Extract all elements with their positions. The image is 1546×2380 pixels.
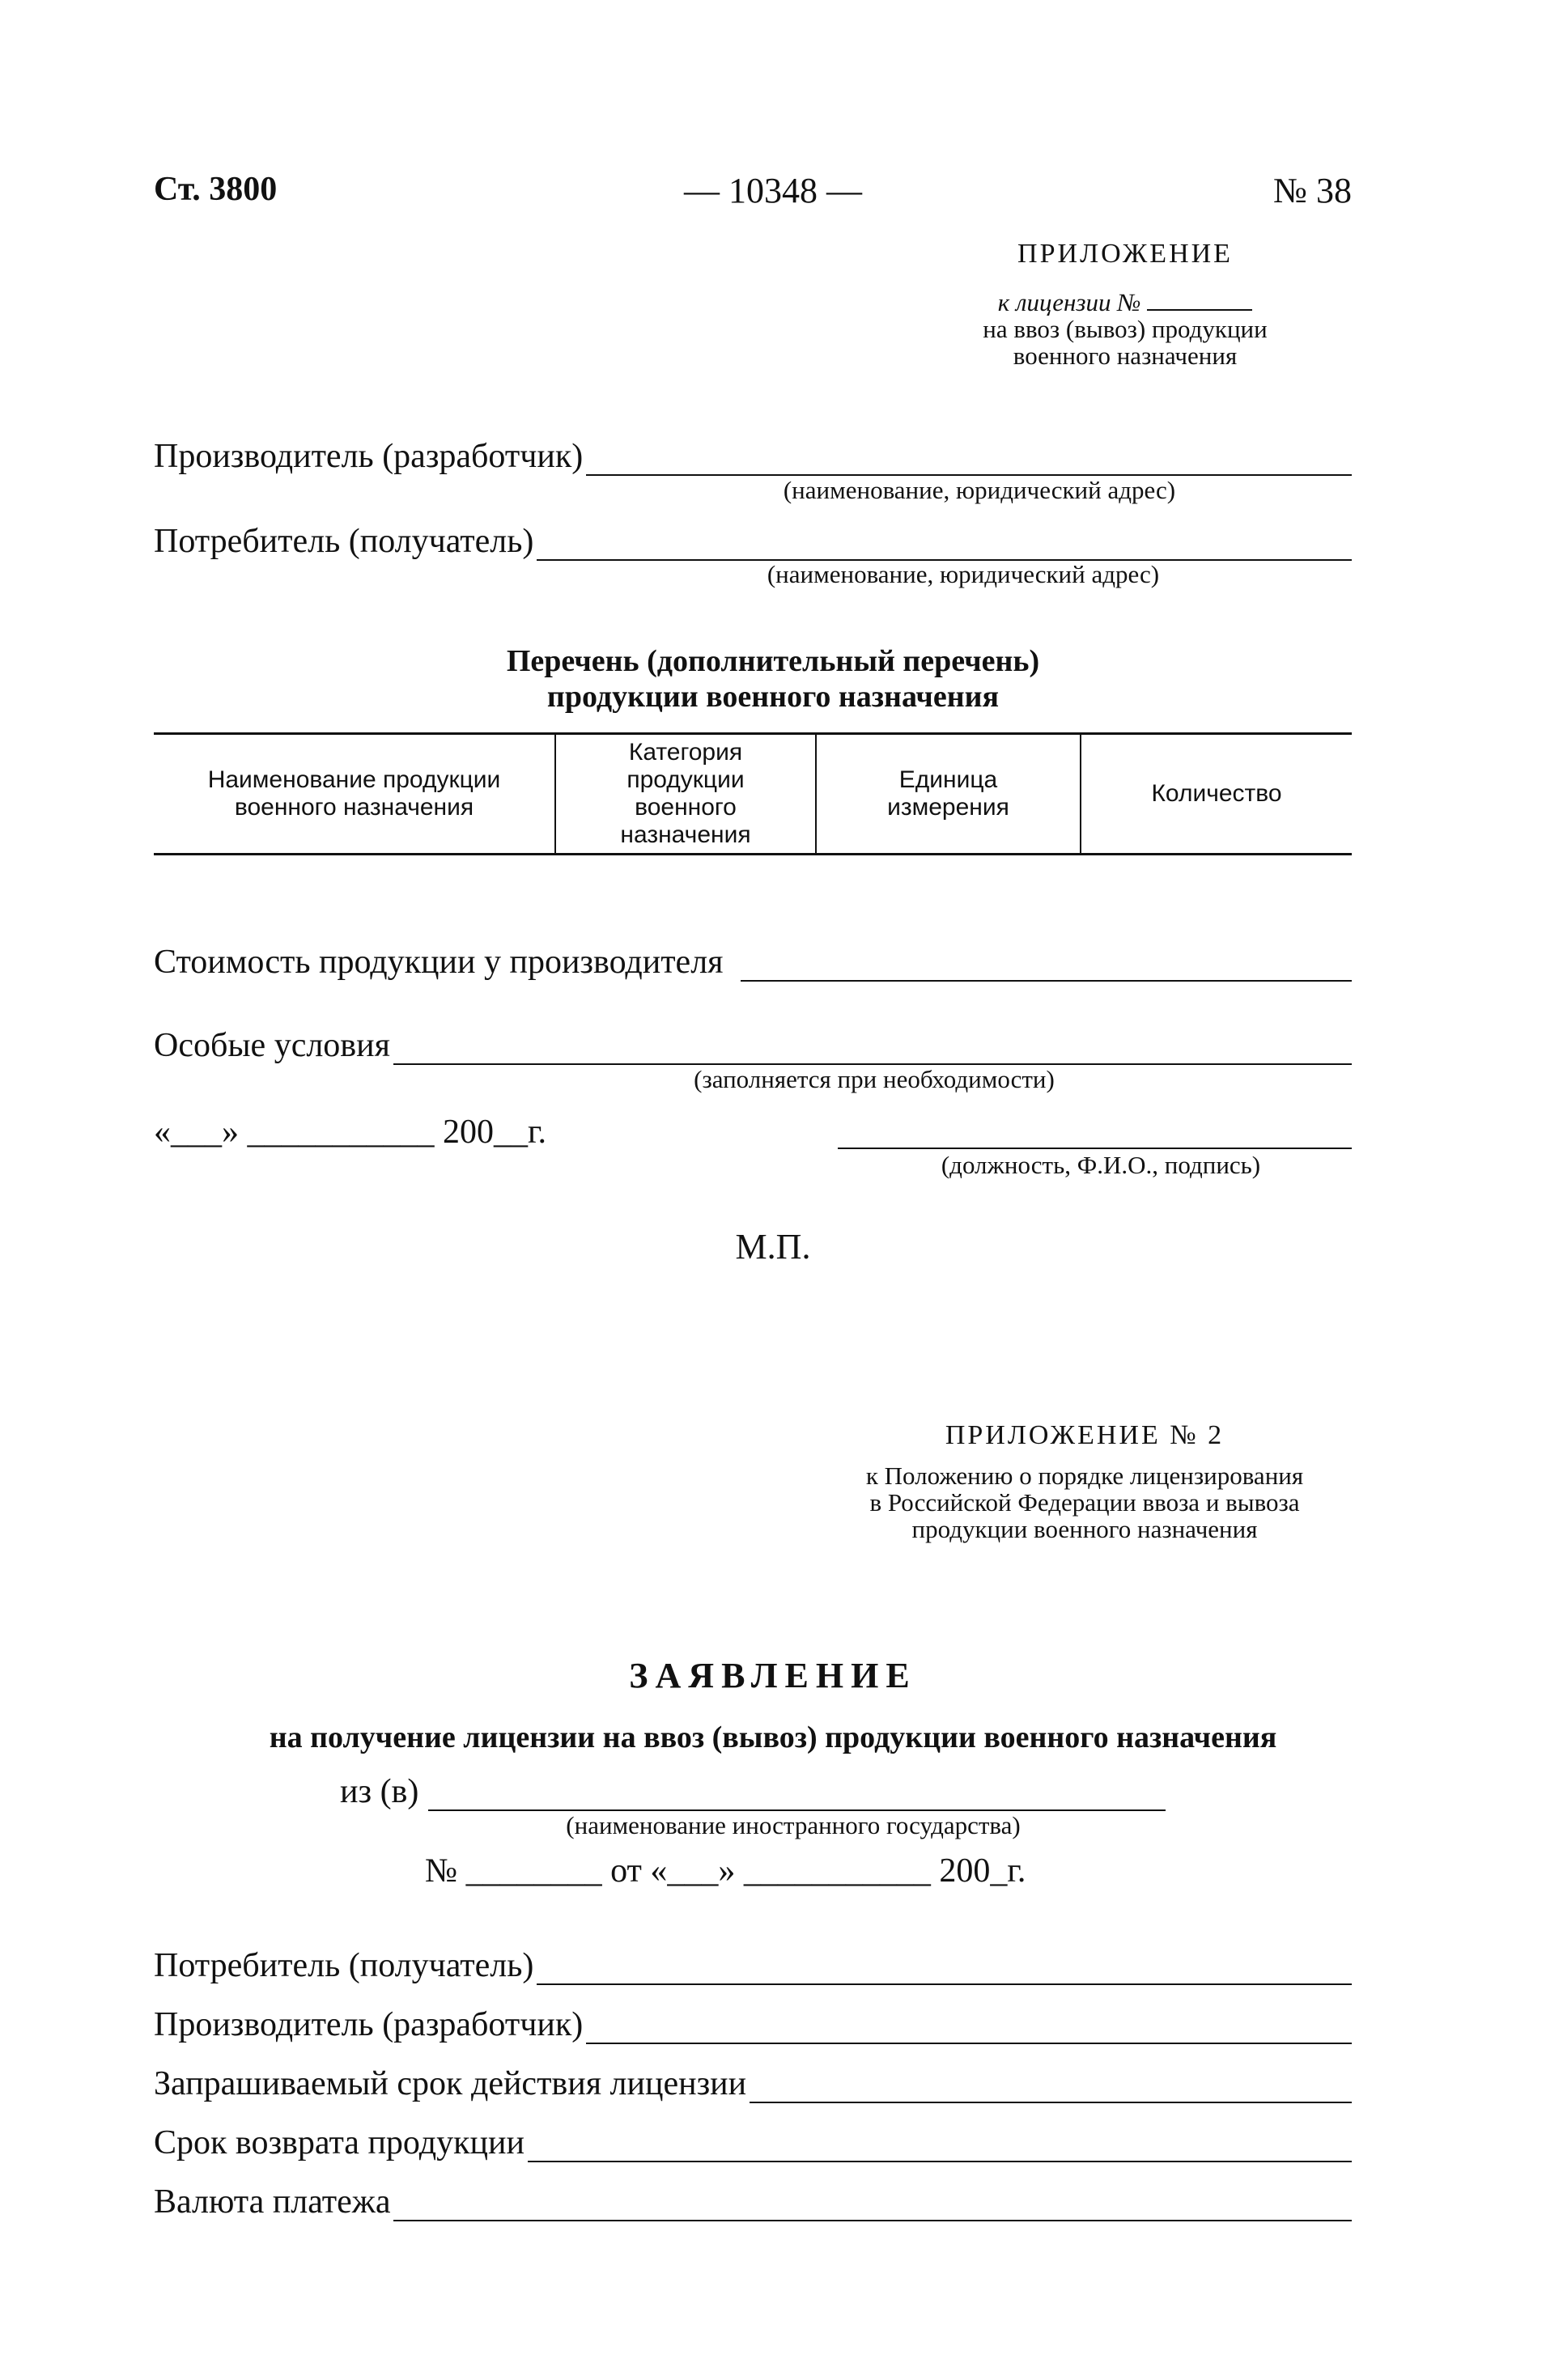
statement-field-row [154, 2064, 1352, 2103]
column-header-text: Категория [628, 739, 743, 766]
stamp-place: М.П. [735, 1227, 811, 1266]
issue-number: № 38 [1273, 171, 1352, 210]
appendix-2-line-1: к Положению о порядке лицензирования [865, 1462, 1304, 1490]
producer-row [154, 437, 1352, 476]
currency-input[interactable] [393, 2192, 1352, 2221]
statement-field-row [154, 2123, 1352, 2162]
table-header-row [154, 734, 1352, 855]
consumer-input[interactable] [537, 1956, 1352, 1985]
consumer-label: Потребитель (получатель) [154, 523, 534, 560]
return-term-input[interactable] [528, 2133, 1352, 2162]
statement-number-line[interactable]: № ________ от «___» ___________ 200_г. [425, 1852, 1026, 1890]
from-country-row [340, 1772, 1166, 1811]
appendix-line-3: военного назначения [1013, 342, 1238, 370]
cost-label: Стоимость продукции у производителя [154, 944, 724, 981]
producer-label: Производитель (разработчик) [154, 438, 584, 475]
special-conditions-label: Особые условия [154, 1027, 390, 1064]
statement-title: ЗАЯВЛЕНИЕ [629, 1656, 917, 1695]
statement-field-label: Срок возврата продукции [154, 2124, 525, 2162]
column-header-text: Единица [898, 766, 998, 793]
appendix-2-line-2: в Российской Федерации ввоза и вывоза [869, 1488, 1300, 1517]
signature-hint: (должность, Ф.И.О., подпись) [941, 1151, 1261, 1179]
column-header-text: Количество [1151, 780, 1282, 807]
from-country-field[interactable] [428, 1782, 1166, 1811]
statement-subtitle: на получение лицензии на ввоз (вывоз) продукции военного назначения [269, 1720, 1277, 1754]
appendix-2-lines [793, 1462, 1376, 1542]
statement-field-label: Потребитель (получатель) [154, 1947, 534, 1984]
list-title-line-2: продукции военного назначения [546, 680, 1000, 714]
producer-hint: (наименование, юридический адрес) [783, 476, 1176, 504]
appendix-license-line: к лицензии № [997, 288, 1141, 316]
license-number-blank[interactable] [1147, 284, 1252, 311]
appendix-2-title: ПРИЛОЖЕНИЕ № 2 [945, 1420, 1225, 1450]
consumer-row [154, 522, 1352, 561]
consumer-hint: (наименование, юридический адрес) [767, 560, 1160, 588]
special-conditions-hint: (заполняется при необходимости) [694, 1065, 1055, 1093]
column-header-category [555, 734, 816, 855]
column-header-text: продукции [626, 766, 745, 793]
appendix-lines [898, 284, 1352, 369]
column-header-name [154, 734, 555, 855]
license-term-input[interactable] [750, 2074, 1352, 2103]
statement-field-label: Производитель (разработчик) [154, 2006, 584, 2043]
column-header-text: военного [635, 794, 737, 821]
date-line[interactable]: «___» ___________ 200__г. [154, 1114, 546, 1151]
statement-field-row [154, 2005, 1352, 2044]
signature-field[interactable] [838, 1148, 1352, 1149]
list-title [0, 643, 1546, 715]
statement-field-row [154, 1946, 1352, 1985]
statement-field-label: Запрашиваемый срок действия лицензии [154, 2065, 747, 2102]
consumer-field[interactable] [537, 532, 1352, 561]
appendix-block [898, 239, 1352, 369]
column-header-text: военного назначения [234, 794, 474, 821]
special-conditions-field[interactable] [393, 1036, 1352, 1065]
article-number: Ст. 3800 [154, 171, 278, 208]
products-table [154, 732, 1352, 855]
producer-input[interactable] [586, 2015, 1352, 2044]
column-header-text: Наименование продукции [207, 766, 501, 793]
appendix-2-line-3: продукции военного назначения [911, 1515, 1258, 1543]
appendix-line-2: на ввоз (вывоз) продукции [983, 315, 1268, 343]
appendix-2-block [793, 1420, 1376, 1542]
list-title-line-1: Перечень (дополнительный перечень) [506, 644, 1040, 678]
column-header-text: назначения [620, 821, 751, 848]
column-header-text: измерения [887, 794, 1009, 821]
statement-field-label: Валюта платежа [154, 2183, 391, 2221]
appendix-title: ПРИЛОЖЕНИЕ [1017, 239, 1233, 269]
column-header-unit [816, 734, 1081, 855]
from-country-hint: (наименование иностранного государства) [566, 1811, 1021, 1839]
cost-row [154, 943, 1352, 982]
column-header-quantity [1081, 734, 1352, 855]
cost-field[interactable] [741, 952, 1352, 982]
special-conditions-row [154, 1026, 1352, 1065]
producer-field[interactable] [586, 447, 1352, 476]
statement-field-row [154, 2183, 1352, 2221]
page-number: — 10348 — [684, 171, 862, 210]
from-country-label: из (в) [340, 1773, 419, 1810]
